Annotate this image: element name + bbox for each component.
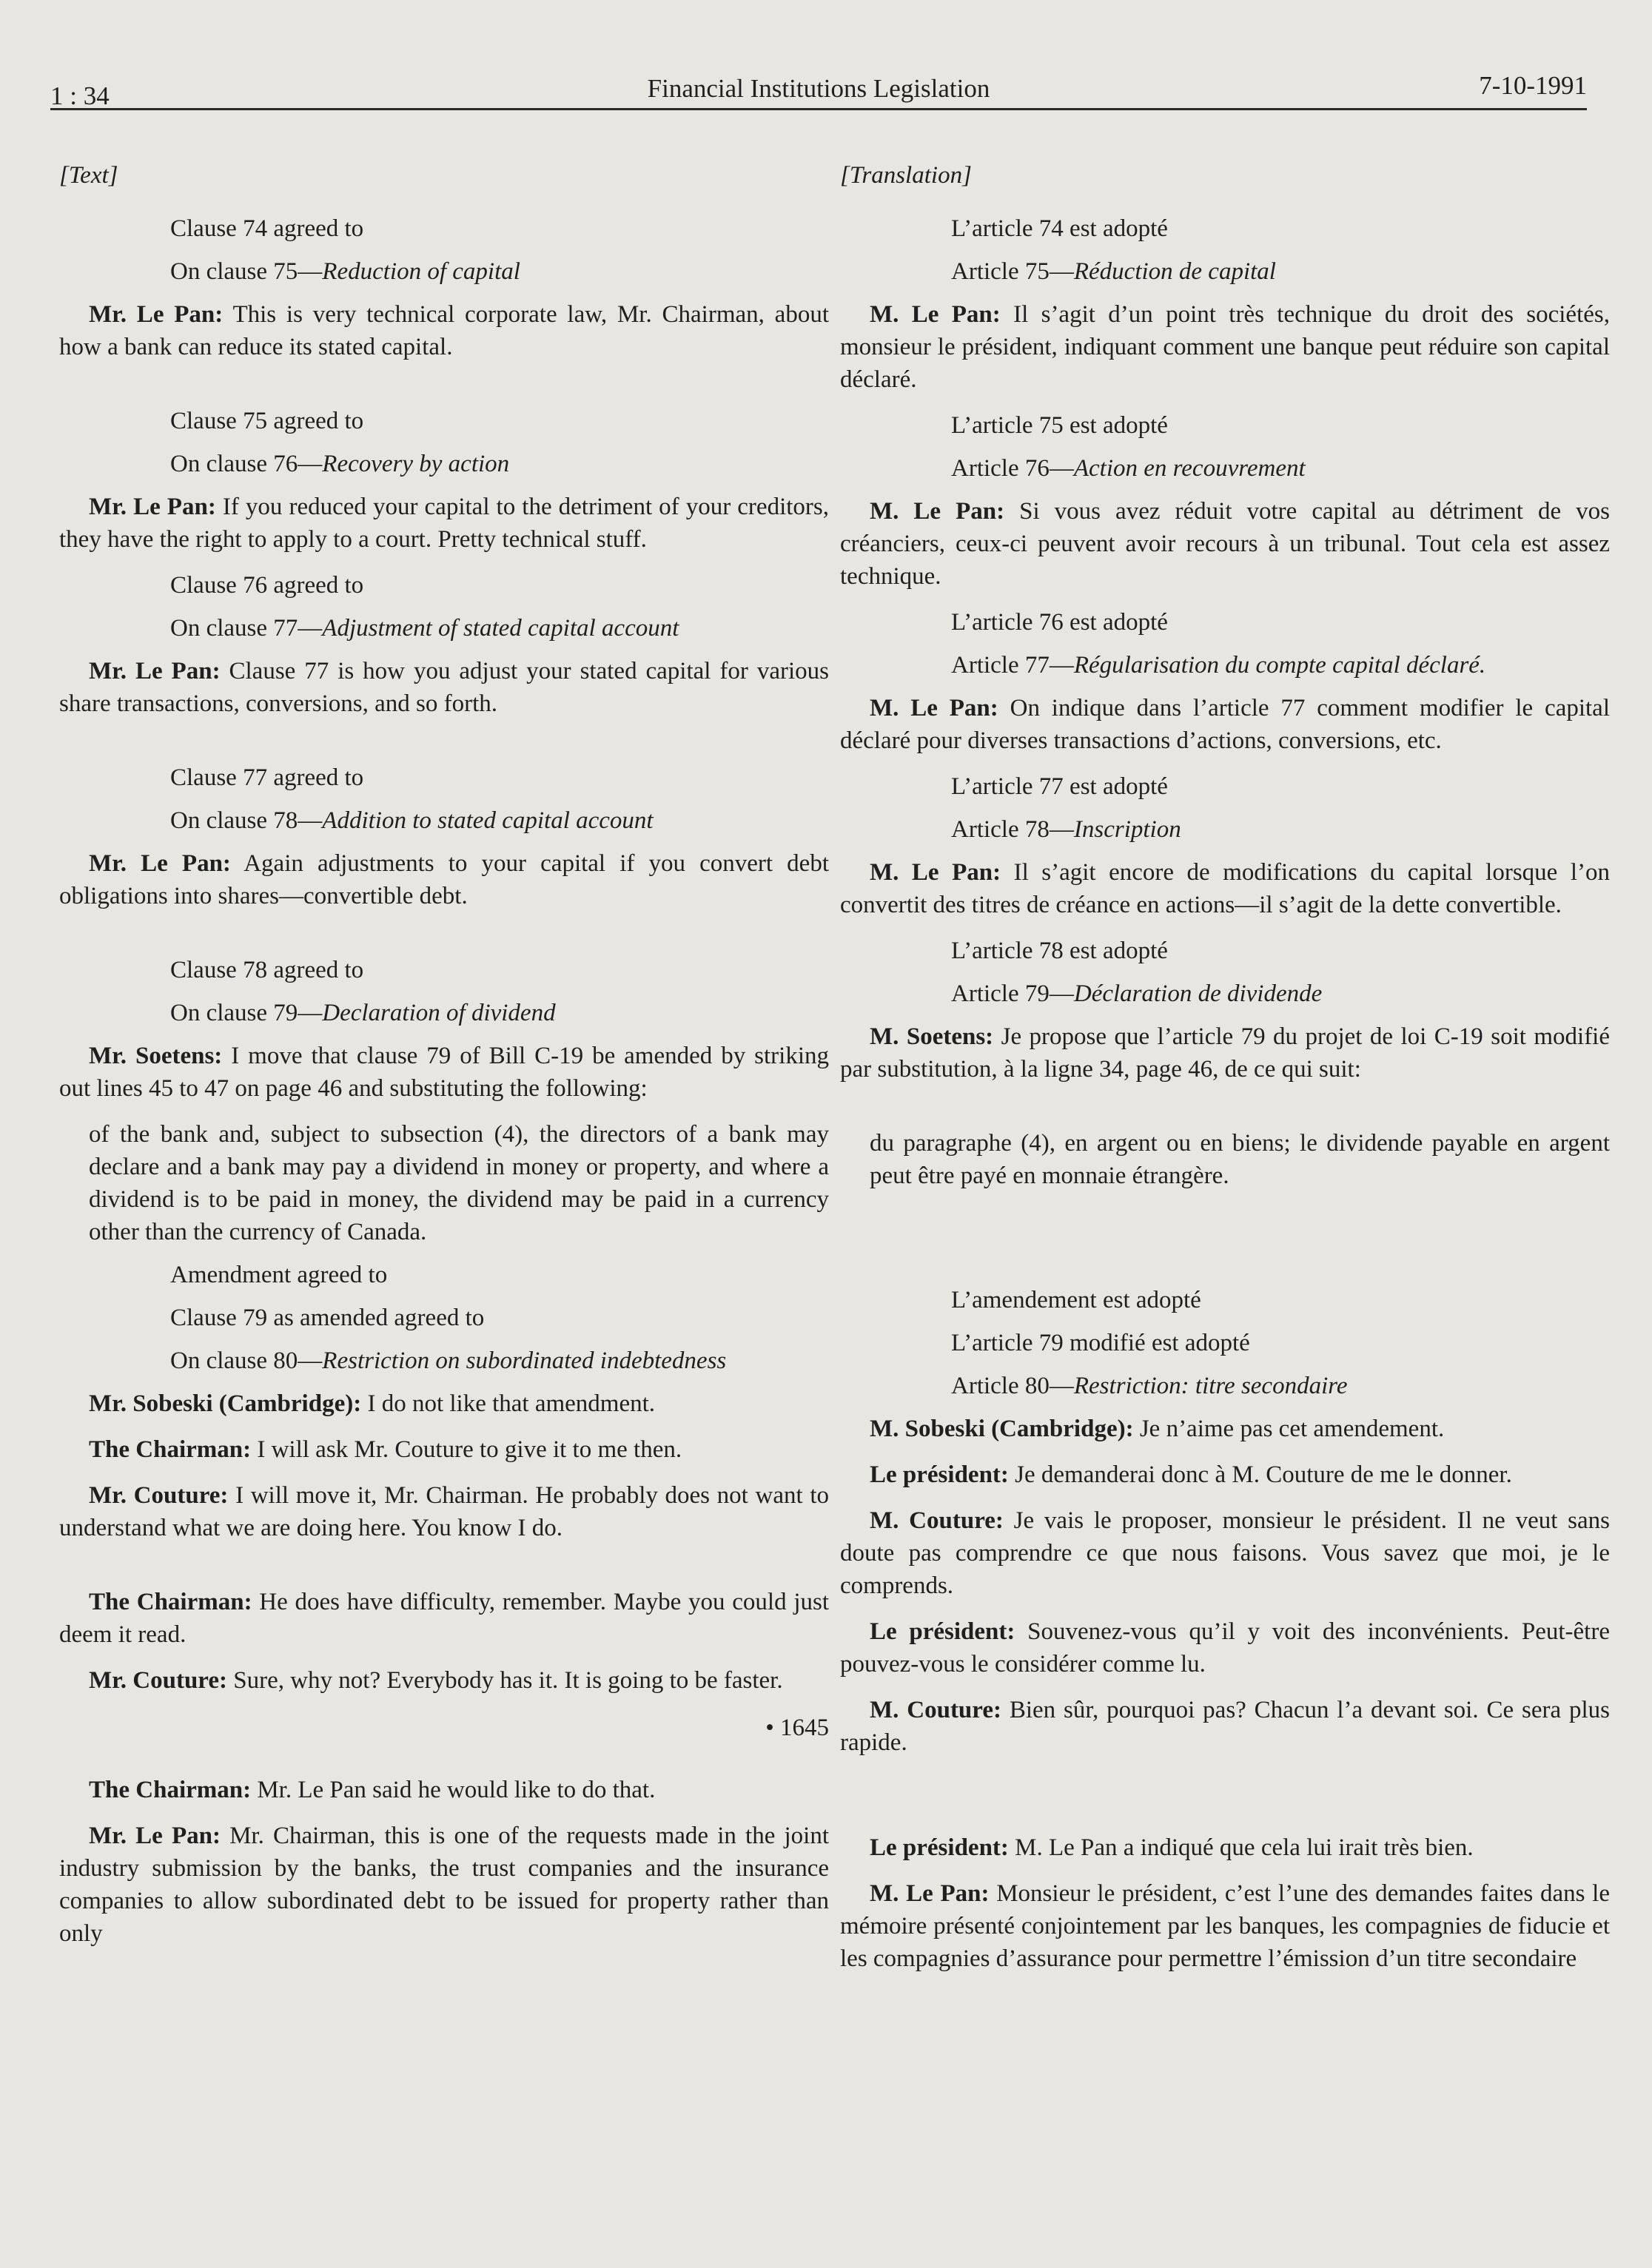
speech: Mr. Soetens: I move that clause 79 of Bill C-19 be amended by striking out lines 45 to 47 on page 46 and substituting the following: [59,1043,830,1102]
speech: Mr. Sobeski (Cambridge): I do not like that amendment. [89,1390,656,1417]
english-column [59,159,829,1963]
proceeding: L’article 77 est adopté [951,773,1168,800]
proceeding: Clause 75 agreed to [170,408,364,434]
speaker: The Chairman: [89,1777,252,1803]
clause-heading: On clause 77—Adjustment of stated capital account [170,615,679,642]
proceeding: Clause 77 agreed to [170,764,364,791]
proceeding: L’article 78 est adopté [951,938,1168,964]
clause-heading: On clause 80—Restriction on subordinated indebtedness [170,1347,727,1374]
clause-heading: On clause 76—Recovery by action [170,451,510,477]
proceeding: L’amendement est adopté [951,1287,1201,1313]
amendment-text: of the bank and, subject to subsection (4), the directors of a bank may declare and a bank may pay a dividend in money or property, and where a dividend is to be paid in money, the dividend may be paid in a currency other than the currency of Canada. [89,1121,829,1245]
speech: Le président: Je demanderai donc à M. Couture de me le donner. [870,1461,1512,1488]
speech: The Chairman: Mr. Le Pan said he would like to do that. [89,1777,656,1803]
clause-heading: Article 78—Inscription [951,816,1181,843]
speaker: Mr. Le Pan: [89,1823,221,1849]
proceeding: Clause 76 agreed to [170,572,364,599]
speech: M. Le Pan: Si vous avez réduit votre capital au détriment de vos créanciers, ceux-ci peuvent avoir recours à un tribunal. Tout cela est assez technique. [840,498,1610,590]
speaker: Le président: [870,1834,1009,1861]
speech: The Chairman: I will ask Mr. Couture to give it to me then. [89,1436,682,1463]
speech: Mr. Le Pan: Again adjustments to your capital if you convert debt obligations into shares—convertible debt. [59,850,829,909]
header-date: 7-10-1991 [1479,71,1587,100]
speech: Mr. Le Pan: If you reduced your capital to the detriment of your creditors, they have the right to apply to a court. Pretty technical stuff. [59,494,829,553]
speaker: Mr. Sobeski (Cambridge): [89,1390,362,1417]
speaker: M. Le Pan: [870,301,1001,328]
amendment-text: du paragraphe (4), en argent ou en biens; le dividende payable en argent peut être payé en monnaie étrangère. [870,1130,1610,1189]
speaker: M. Le Pan: [870,859,1001,886]
clause-heading: On clause 79—Declaration of dividend [170,1000,556,1026]
speech: M. Le Pan: Monsieur le président, c’est l’une des demandes faites dans le mémoire présenté conjointement par les banques, les compagnies de fiducie et les compagnies d’assurance pour permettre l’émission d’un titre secondaire [840,1880,1610,1972]
page-header [50,71,1587,110]
speech: Le président: M. Le Pan a indiqué que cela lui irait très bien. [870,1834,1474,1861]
speaker: Mr. Couture: [89,1667,227,1694]
speaker: M. Couture: [870,1697,1001,1723]
speaker: Mr. Le Pan: [89,494,216,520]
speaker: The Chairman: [89,1589,252,1615]
speech: Mr. Le Pan: Clause 77 is how you adjust your stated capital for various share transactions, conversions, and so forth. [59,658,829,717]
speaker: M. Soetens: [870,1023,994,1050]
proceeding: L’article 76 est adopté [951,609,1168,636]
speaker: M. Le Pan: [870,1880,990,1907]
proceeding: L’article 75 est adopté [951,412,1168,439]
speaker: Le président: [870,1618,1015,1645]
speech: Mr. Couture: Sure, why not? Everybody has it. It is going to be faster. [89,1667,783,1694]
speaker: Mr. Le Pan: [89,658,221,684]
speaker: M. Le Pan: [870,695,998,721]
speech: Mr. Le Pan: Mr. Chairman, this is one of the requests made in the joint industry submission by the banks, the trust companies and the insurance companies to allow subordinated debt to be issued for property rather than only [59,1823,829,1947]
text-tag: [Text] [59,162,118,189]
clause-heading: On clause 78—Addition to stated capital account [170,807,654,834]
french-column [840,159,1610,1988]
speaker: Mr. Couture: [89,1482,229,1509]
proceeding: Clause 74 agreed to [170,215,364,242]
speech: M. Le Pan: Il s’agit encore de modifications du capital lorsque l’on convertit des titres de créance en actions—il s’agit de la dette convertible. [840,859,1610,918]
speaker: Mr. Le Pan: [89,850,231,877]
speaker: M. Couture: [870,1507,1004,1534]
speaker: The Chairman: [89,1436,252,1463]
clause-heading: Article 76—Action en recouvrement [951,455,1306,482]
speech: The Chairman: He does have difficulty, remember. Maybe you could just deem it read. [59,1589,830,1648]
proceeding: L’article 79 modifié est adopté [951,1330,1250,1356]
speaker: M. Le Pan: [870,498,1005,525]
speech: M. Sobeski (Cambridge): Je n’aime pas cet amendement. [870,1416,1445,1442]
speech: M. Le Pan: On indique dans l’article 77 comment modifier le capital déclaré pour diverses transactions d’actions, conversions, etc. [840,695,1611,754]
speech: M. Couture: Bien sûr, pourquoi pas? Chacun l’a devant soi. Ce sera plus rapide. [840,1697,1610,1756]
proceeding: L’article 74 est adopté [951,215,1168,242]
speech: M. Le Pan: Il s’agit d’un point très technique du droit des sociétés, monsieur le président, indiquant comment une banque peut réduire son capital déclaré. [840,301,1610,393]
clause-heading: Article 79—Déclaration de dividende [951,980,1323,1007]
speech: M. Couture: Je vais le proposer, monsieur le président. Il ne veut sans doute pas comprendre ce que nous faisons. Vous savez que moi, je le comprends. [840,1507,1610,1599]
clause-heading: Article 80—Restriction: titre secondaire [951,1373,1348,1399]
running-title: Financial Institutions Legislation [647,74,990,103]
proceeding: Amendment agreed to [170,1262,388,1288]
clause-heading: On clause 75—Reduction of capital [170,258,520,285]
speech: M. Soetens: Je propose que l’article 79 du projet de loi C-19 soit modifié par substitution, à la ligne 34, page 46, de ce qui suit: [840,1023,1610,1083]
proceeding: Clause 79 as amended agreed to [170,1305,485,1331]
speech: Mr. Le Pan: This is very technical corporate law, Mr. Chairman, about how a bank can reduce its stated capital. [59,301,829,360]
speaker: Mr. Le Pan: [89,301,224,328]
clause-heading: Article 75—Réduction de capital [951,258,1276,285]
proceeding: Clause 78 agreed to [170,957,364,983]
page-number: 1 : 34 [50,81,110,110]
speech: Le président: Souvenez-vous qu’il y voit des inconvénients. Peut-être pouvez-vous le considérer comme lu. [840,1618,1610,1678]
speech: Mr. Couture: I will move it, Mr. Chairman. He probably does not want to understand what we are doing here. You know I do. [59,1482,829,1541]
clause-heading: Article 77—Régularisation du compte capital déclaré. [951,652,1486,679]
time-marker: • 1645 [765,1715,829,1741]
speaker: M. Sobeski (Cambridge): [870,1416,1134,1442]
translation-tag: [Translation] [840,162,972,189]
speaker: Le président: [870,1461,1009,1488]
speaker: Mr. Soetens: [89,1043,223,1069]
